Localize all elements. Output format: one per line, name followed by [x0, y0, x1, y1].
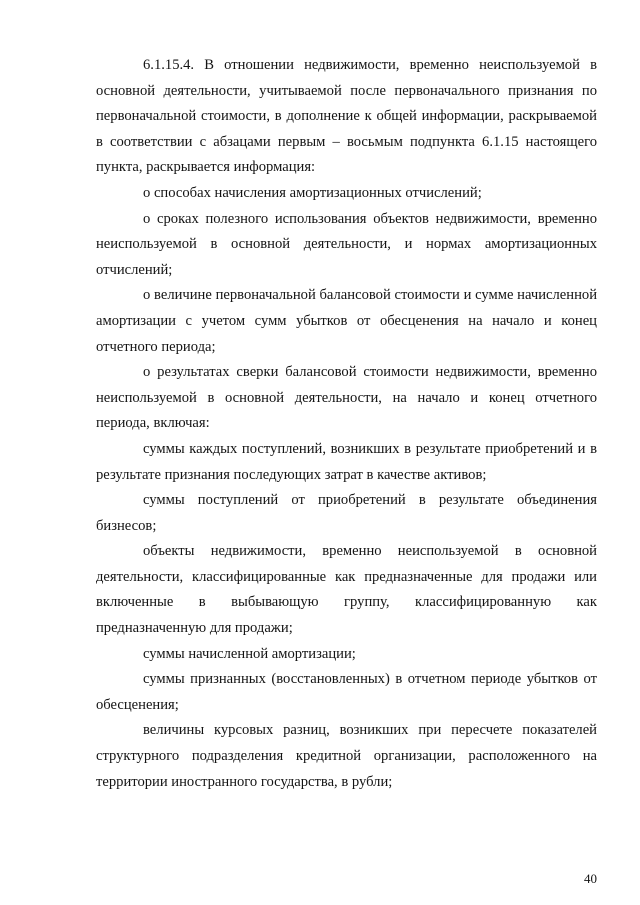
paragraph-useful-life: о сроках полезного использования объектов недвижимости, временно неиспользуемой в основной деятельности, и нормах амортизационных отчислений; [96, 210, 597, 278]
paragraph-business-combination: суммы поступлений от приобретений в результате объединения бизнесов; [96, 492, 597, 534]
paragraph-depreciation-methods: о способах начисления амортизационных отчислений; [143, 184, 482, 201]
paragraph-exchange-differences: величины курсовых разниц, возникших при пересчете показателей структурного подразделения кредитной организации, расположенного на территории иностранного государства, в рубли; [96, 722, 597, 790]
paragraph-6-1-15-4: 6.1.15.4. В отношении недвижимости, временно неиспользуемой в основной деятельности, учитываемой после первоначального признания по первоначальной стоимости, в дополнение к общей информации, раскрываемой в соответствии с абзацами первым – восьмым подпункта 6.1.15 настоящего пункта, раскрывается информация: [96, 57, 597, 176]
paragraph-held-for-sale: объекты недвижимости, временно неиспользуемой в основной деятельности, классифицированные как предназначенные для продажи или включенные в выбывающую группу, классифицированную как предназначенную для продажи; [96, 543, 597, 637]
paragraph-accrued-depreciation: суммы начисленной амортизации; [143, 645, 356, 662]
paragraph-reconciliation: о результатах сверки балансовой стоимости недвижимости, временно неиспользуемой в основной деятельности, на начало и конец отчетного периода, включая: [96, 364, 597, 432]
page-number: 40 [584, 871, 597, 886]
paragraph-initial-book-value: о величине первоначальной балансовой стоимости и сумме начисленной амортизации с учетом сумм убытков от обесценения на начало и конец отчетного периода; [96, 287, 597, 355]
paragraph-impairment-losses: суммы признанных (восстановленных) в отчетном периоде убытков от обесценения; [96, 671, 597, 713]
document-body [96, 53, 597, 795]
paragraph-acquisition-receipts: суммы каждых поступлений, возникших в результате приобретений и в результате признания последующих затрат в качестве активов; [96, 440, 597, 483]
